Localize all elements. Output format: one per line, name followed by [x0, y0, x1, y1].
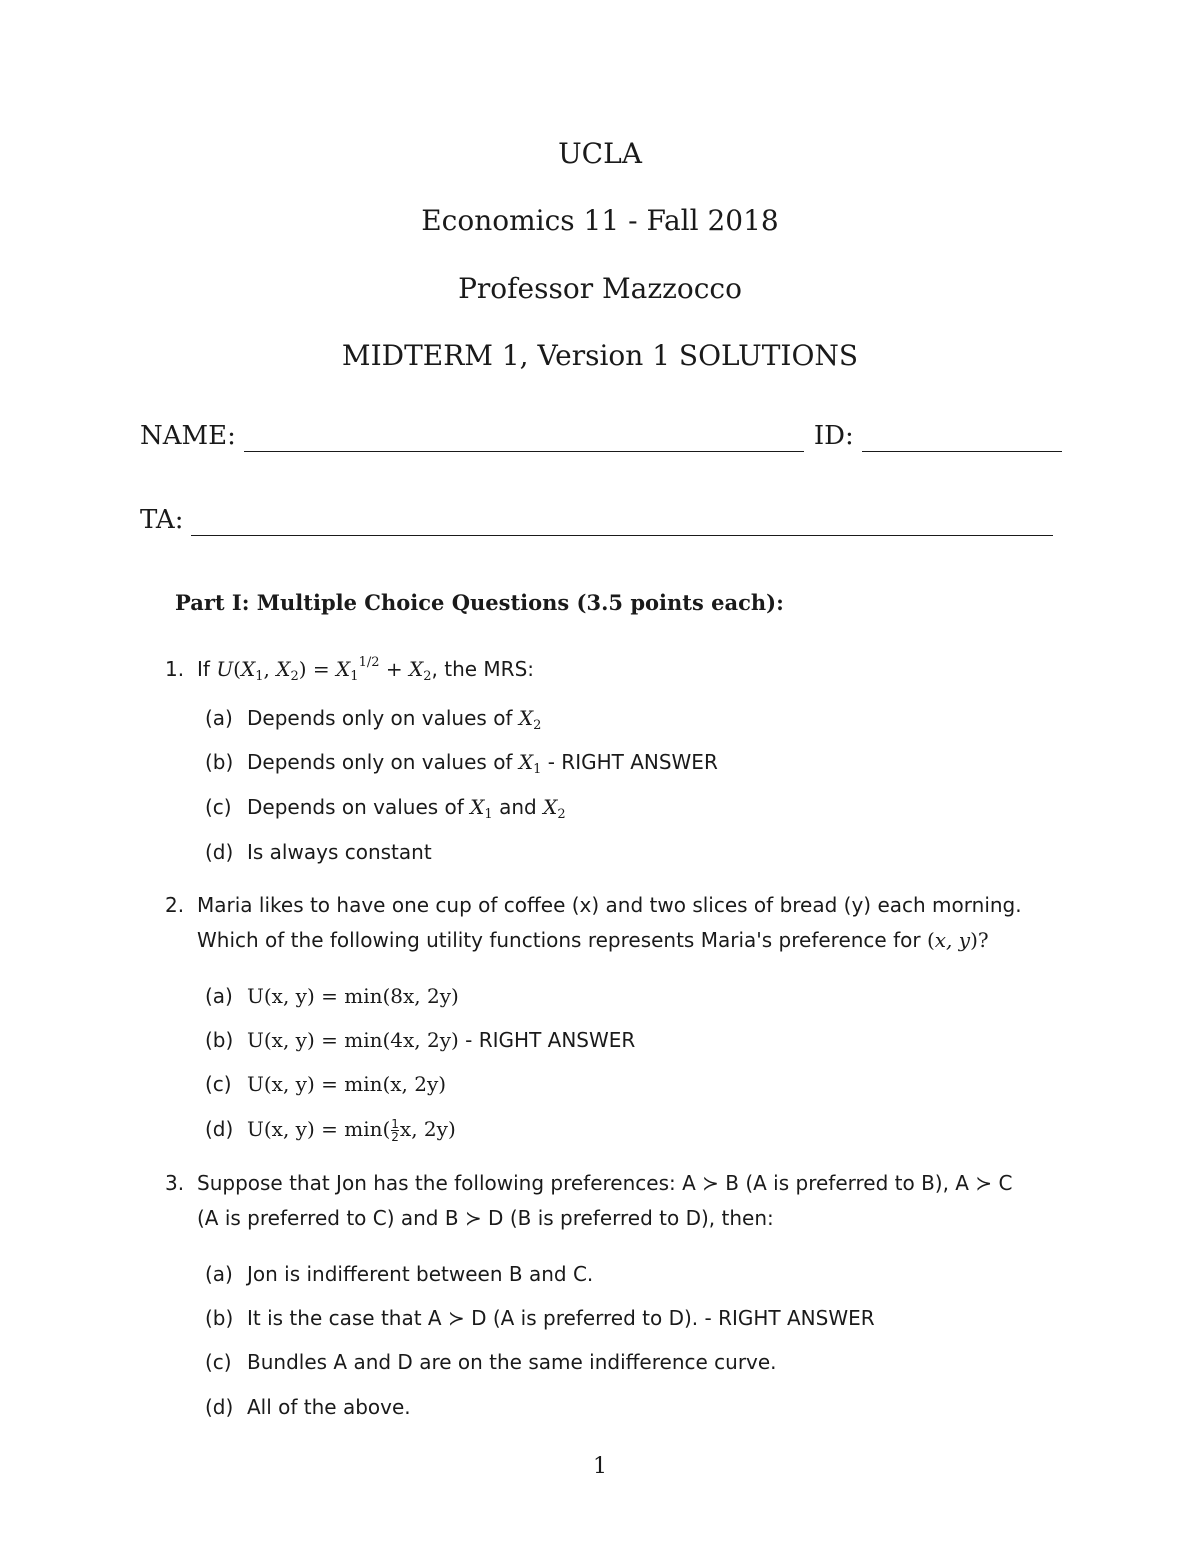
q3-option-a: (a) Jon is indifferent between B and C.: [205, 1262, 594, 1286]
q3-option-d: (d) All of the above.: [205, 1395, 411, 1419]
name-label: NAME:: [140, 421, 236, 451]
question-stem-line1: Maria likes to have one cup of coffee (x) and two slices of bread (y) each morning.: [197, 893, 1022, 917]
page-number: 1: [593, 1454, 607, 1479]
part1-heading: Part I: Multiple Choice Questions (3.5 points each):: [175, 590, 784, 615]
question-3: [165, 1166, 1065, 1201]
question-stem-prefix: If: [197, 657, 210, 681]
q1-option-a: (a) Depends only on values of $X_2$: [205, 706, 542, 733]
id-label: ID:: [813, 421, 854, 451]
professor-name: Professor Mazzocco: [458, 272, 742, 305]
q1-option-b: (b) Depends only on values of $X_1$ - RIGHT ANSWER: [205, 750, 718, 777]
q2-option-c: (c) U(x, y) = min(x, 2y): [205, 1072, 447, 1096]
right-answer-note: - RIGHT ANSWER: [541, 750, 718, 774]
question-number: 3.: [165, 1171, 185, 1195]
ta-row: [140, 504, 1062, 536]
utility-formula: U: [216, 657, 234, 681]
q1-option-c: (c) Depends on values of $X_1$ and $X_2$: [205, 795, 566, 822]
question-2: [165, 888, 1065, 923]
course-title: Economics 11 - Fall 2018: [421, 204, 779, 237]
question-1: 1. If $U(X_1$, $X_2) = X_1^{1/2} + X_2$, the MRS:: [165, 645, 1065, 694]
name-id-row: [140, 420, 1062, 452]
question-number: 2.: [165, 893, 185, 917]
name-field[interactable]: [244, 425, 804, 452]
exam-title: MIDTERM 1, Version 1 SOLUTIONS: [341, 339, 859, 372]
q2-option-b: (b) U(x, y) = min(4x, 2y) - RIGHT ANSWER: [205, 1028, 636, 1052]
one-half-fraction: $\frac{1}{2}$: [391, 1117, 399, 1144]
ta-label: TA:: [140, 505, 184, 535]
q1-option-d: (d) Is always constant: [205, 840, 432, 864]
q2-option-a: (a) U(x, y) = min(8x, 2y): [205, 984, 459, 1008]
q3-option-c: (c) Bundles A and D are on the same indifference curve.: [205, 1350, 777, 1374]
question-number: 1.: [165, 657, 185, 681]
question-stem-suffix: , the MRS:: [431, 657, 534, 681]
id-field[interactable]: [862, 425, 1062, 452]
q2-option-d: (d) U(x, y) = min( $\frac{1}{2}$ x, 2y): [205, 1117, 456, 1144]
right-answer-note: - RIGHT ANSWER: [458, 1028, 636, 1052]
question-stem-line1: Suppose that Jon has the following preferences: A ≻ B (A is preferred to B), A ≻ C: [197, 1171, 1013, 1195]
question-3-line2: (A is preferred to C) and B ≻ D (B is preferred to D), then:: [197, 1206, 774, 1230]
question-2-line2: Which of the following utility functions represents Maria's preference for (x, y)?: [197, 928, 989, 952]
q3-option-b: (b) It is the case that A ≻ D (A is preferred to D). - RIGHT ANSWER: [205, 1306, 875, 1330]
right-answer-note: - RIGHT ANSWER: [698, 1306, 875, 1330]
institution-title: UCLA: [558, 137, 642, 170]
ta-field[interactable]: [191, 509, 1053, 536]
